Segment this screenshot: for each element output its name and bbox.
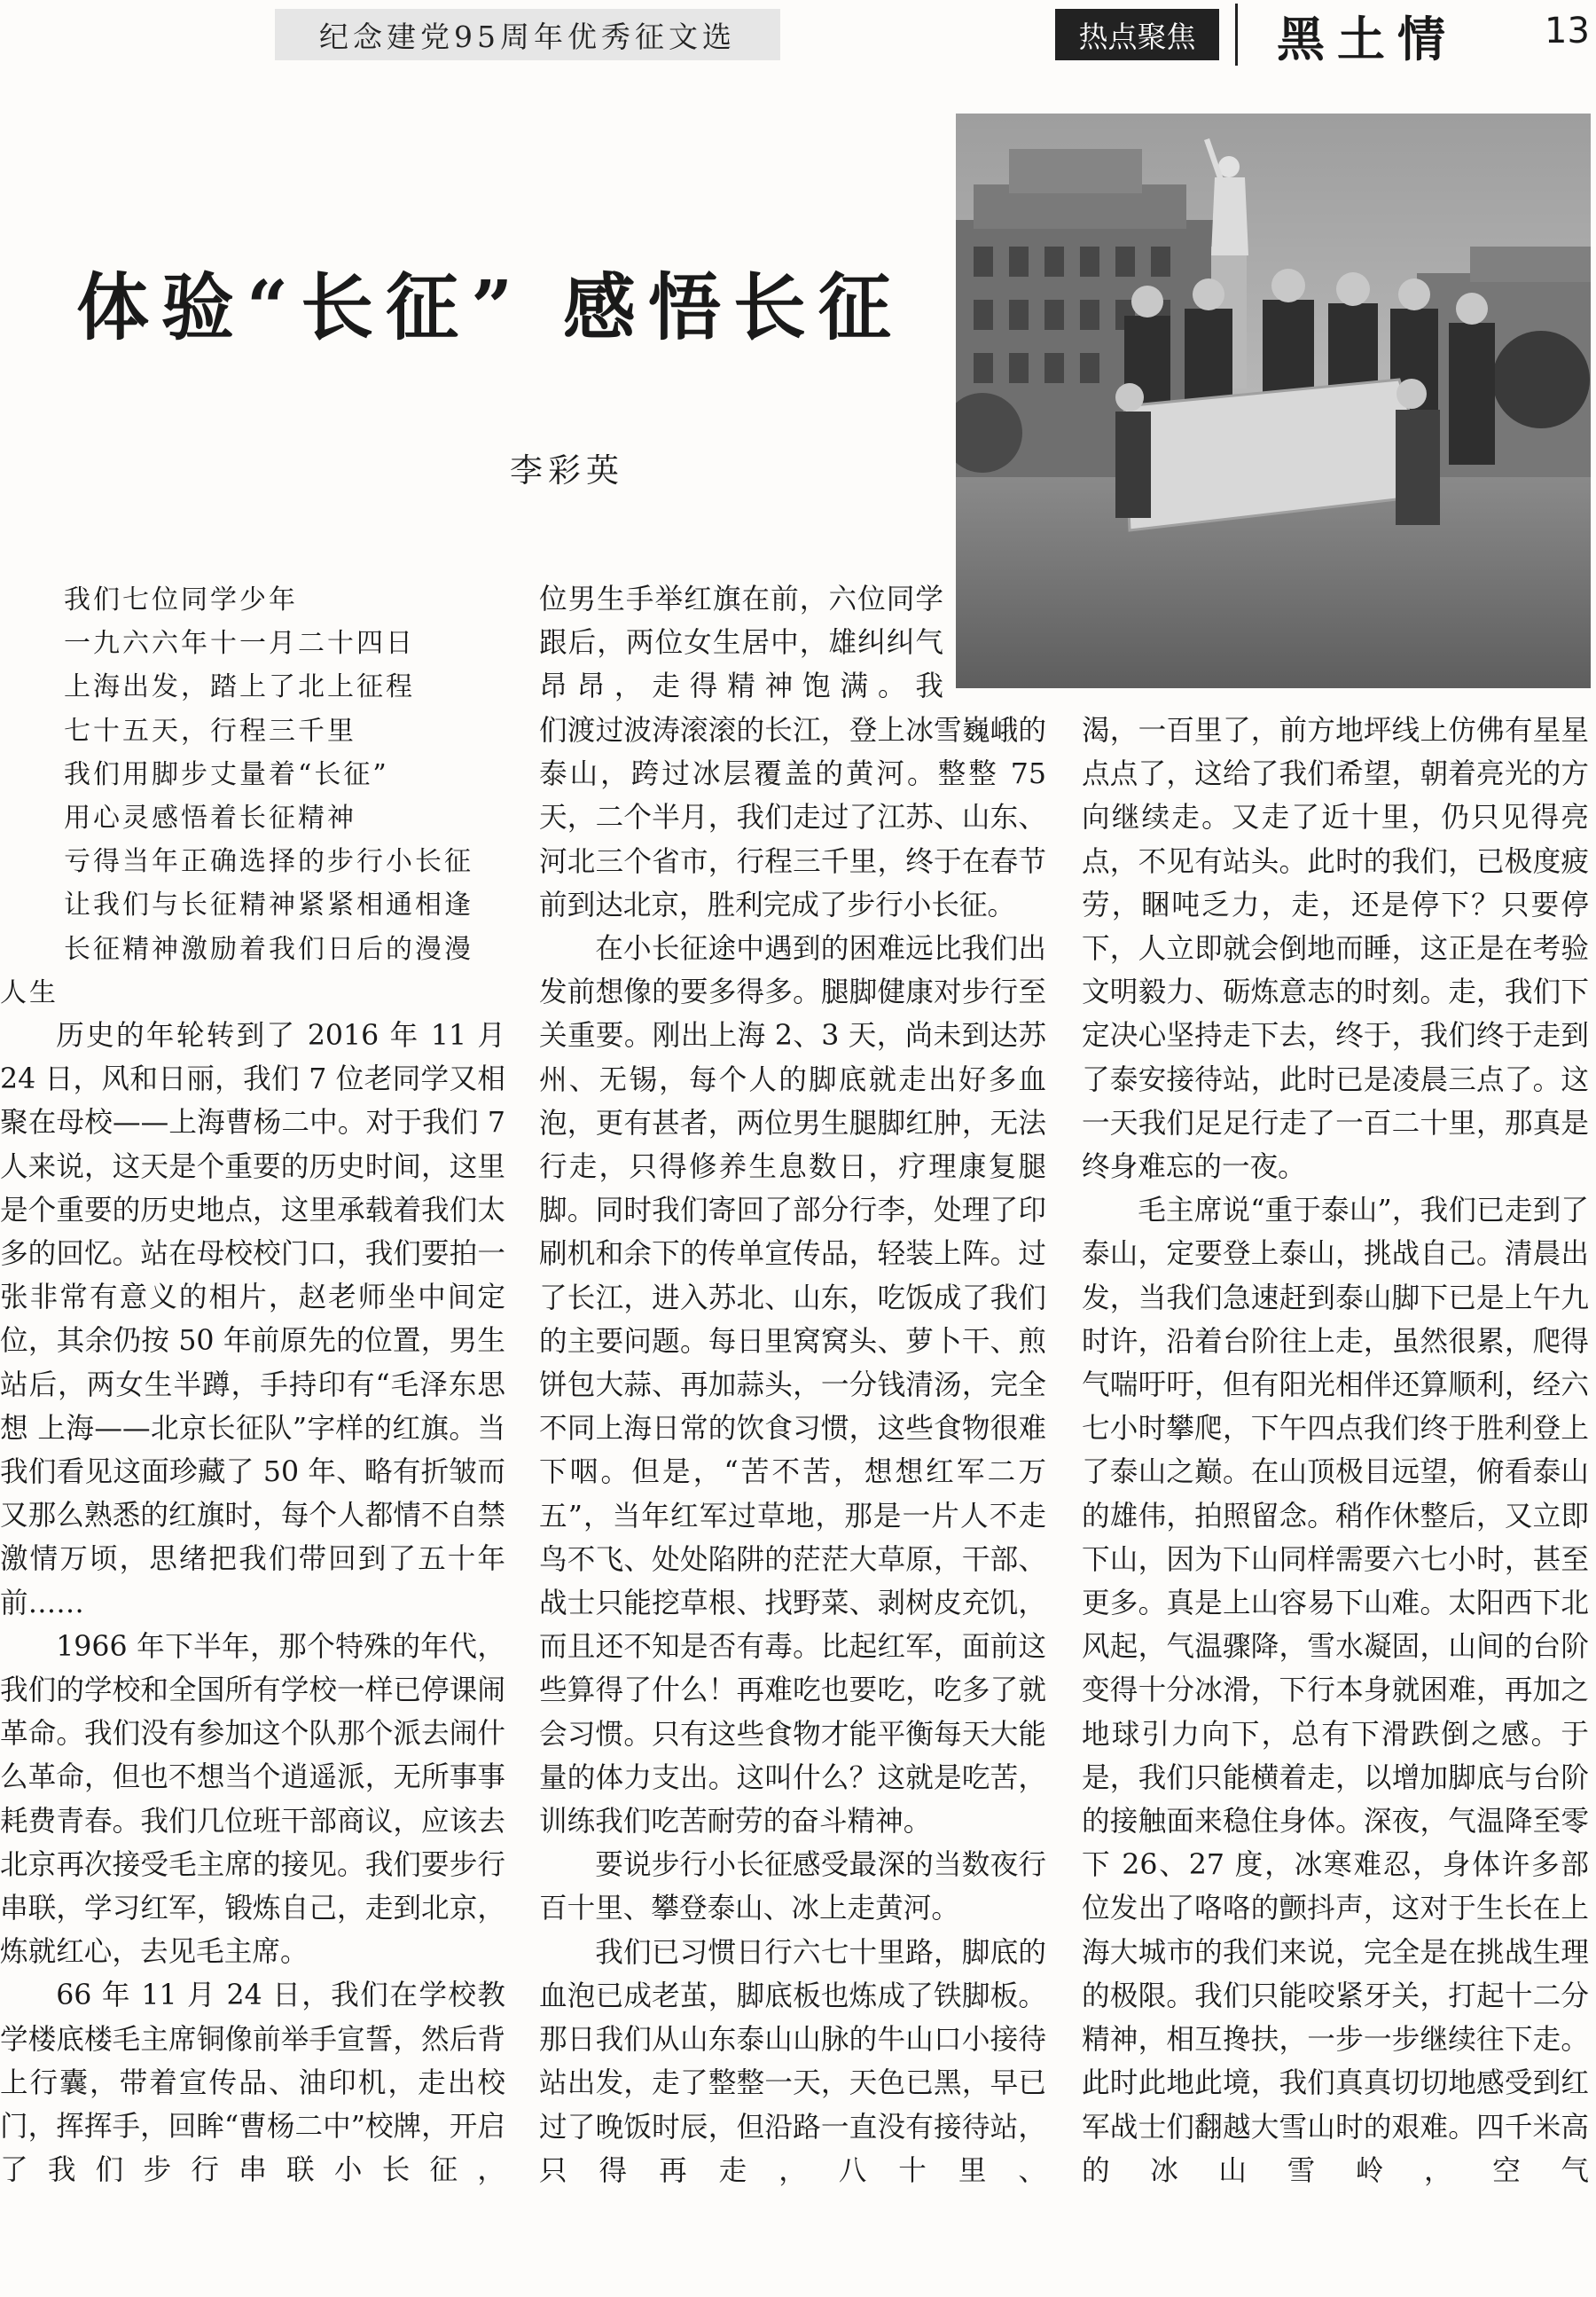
poem-line: 我们用脚步丈量着“长征”: [64, 758, 389, 790]
header-divider: [1235, 4, 1238, 66]
intro-poem: [0, 578, 514, 1015]
poem-line: 用心灵感悟着长征精神: [64, 803, 356, 835]
poem-line: 人生: [0, 976, 59, 1008]
paragraph: 要说步行小长征感受最深的当数夜行百十里、攀登泰山、冰上走黄河。: [539, 1849, 1046, 1925]
magazine-logo: 黑土情: [1277, 11, 1458, 67]
group-photo: [956, 114, 1591, 688]
paragraph: 渴，一百里了，前方地坪线上仿佛有星星点点了，这给了我们希望，朝着亮光的方向继续走。又走了近十里，仍只见得亮点，不见有站头。此时的我们，已极度疲劳，睏吨乏力，走，还是停下？只要停下，人立即就会倒地而睡，这正是在考验文明毅力、砺炼意志的时刻。走，我们下定决心坚持走下去，终于，我们终于走到了泰安接待站，此时已是凌晨三点了。这一天我们足足行走了一百二十里，那真是终身难忘的一夜。: [1082, 715, 1589, 1184]
column-3: [1082, 709, 1589, 2297]
poem-line: 亏得当年正确选择的步行小长征: [64, 846, 473, 878]
author-byline: 李彩英: [510, 451, 624, 490]
paragraph: 毛主席说“重于泰山”，我们已走到了泰山，定要登上泰山，挑战自己。清晨出发，当我们急速赶到泰山脚下已是上午九时许，沿着台阶往上走，虽然很累，爬得气喘吁吁，但有阳光相伴还算顺利，经六七小时攀爬，下午四点我们终于胜利登上了泰山之巅。在山顶极目远望，俯看泰山的雄伟，拍照留念。稍作休整后，又立即下山，因为下山同样需要六七小时，甚至更多。真是上山容易下山难。太阳西下北风起，气温骤降，雪水凝固，山间的台阶变得十分冰滑，下行本身就困难，再加之地球引力向下，总有下滑跌倒之感。于是，我们只能横着走，以增加脚底与台阶的接触面来稳住身体。深夜，气温降至零下 26、27 度，冰寒难忍，身体许多部位发出了咯咯的颤抖声，这对于生长在上海大城市的我们来说，完全是在挑战生理的极限。我们只能咬紧牙关，打起十二分精神，相互搀扶，一步一步继续往下走。此时此地此境，我们真真切切地感受到红军战士们翻越大雪山时的艰难。四千米高的冰山雪岭，空气: [1082, 1195, 1589, 2187]
poem-line: 我们七位同学少年: [64, 584, 298, 615]
poem-line: 让我们与长征精神紧紧相通相逢: [64, 890, 473, 921]
column-1: [0, 1015, 505, 2297]
column-2: [539, 709, 1046, 2297]
paragraph: 1966 年下半年，那个特殊的年代，我们的学校和全国所有学校一样已停课闹革命。我们没有参加这个队那个派去闹什么革命，但也不想当个逍遥派，无所事事耗费青春。我们几位班干部商议，应该去北京再次接受毛主席的接见。我们要步行串联，学习红军，锻炼自己，走到北京，炼就红心，去见毛主席。: [0, 1630, 505, 1969]
poem-line: 长征精神激励着我们日后的漫漫: [64, 933, 473, 965]
column-2-top: [539, 578, 943, 709]
poem-line: 七十五天，行程三千里: [64, 715, 356, 747]
section-label: 热点聚焦: [1055, 9, 1219, 60]
photo-illustration: [956, 114, 1591, 688]
paragraph: 在小长征途中遇到的困难远比我们出发前想像的要多得多。腿脚健康对步行至关重要。刚出上海 2、3 天，尚未到达苏州、无锡，每个人的脚底就走出好多血泡，更有甚者，两位男生腿脚红肿，无法行走，只得修养生息数日，疗理康复腿脚。同时我们寄回了部分行李，处理了印刷机和余下的传单宣传品，轻装上阵。过了长江，进入苏北、山东，吃饭成了我们的主要问题。每日里窝窝头、萝卜干、煎饼包大蒜、再加蒜头，一分钱清汤，完全不同上海日常的饮食习惯，这些食物很难下咽。但是，“苦不苦，想想红军二万五”，当年红军过草地，那是一片人不走鸟不飞、处处陷阱的茫茫大草原，干部、战士只能挖草根、找野菜、剥树皮充饥，而且还不知是否有毒。比起红军，面前这些算得了什么！再难吃也要吃，吃多了就会习惯。只有这些食物才能平衡每天大能量的体力支出。这叫什么？这就是吃苦，训练我们吃苦耐劳的奋斗精神。: [539, 933, 1046, 1838]
poem-line: 一九六六年十一月二十四日: [64, 628, 415, 660]
paragraph: 位男生手举红旗在前，六位同学跟后，两位女生居中，雄纠纠气昂昂，走得精神饱满。我: [539, 584, 943, 703]
article-title: 体验“长征” 感悟长征: [76, 265, 904, 350]
page-number: 13: [1545, 11, 1590, 51]
paragraph: 们渡过波涛滚滚的长江，登上冰雪巍峨的泰山，跨过冰层覆盖的黄河。整整 75 天，二个半月，我们走过了江苏、山东、河北三个省市，行程三千里，终于在春节前到达北京，胜利完成了步行小长征。: [539, 715, 1046, 921]
poem-line: 上海出发，踏上了北上征程: [64, 671, 415, 703]
series-banner: 纪念建党95周年优秀征文选: [275, 9, 780, 60]
paragraph: 历史的年轮转到了 2016 年 11 月 24 日，风和日丽，我们 7 位老同学又相聚在母校——上海曹杨二中。对于我们 7 人来说，这天是个重要的历史时间，这里是个重要的历史地点，这里承载着我们太多的回忆。站在母校校门口，我们要拍一张非常有意义的相片，赵老师坐中间定位，其余仍按 50 年前原先的位置，男生站后，两女生半蹲，手持印有“毛泽东思想 上海——北京长征队”字样的红旗。当我们看见这面珍藏了 50 年、略有折皱而又那么熟悉的红旗时，每个人都情不自禁激情万顷，思绪把我们带回到了五十年前……: [0, 1020, 505, 1619]
paragraph: 我们已习惯日行六七十里路，脚底的血泡已成老茧，脚底板也炼成了铁脚板。那日我们从山东泰山山脉的牛山口小接待站出发，走了整整一天，天色已黑，早已过了晚饭时辰，但沿路一直没有接待站，只得再走，八十里、: [539, 1936, 1046, 2187]
paragraph: 66 年 11 月 24 日，我们在学校教学楼底楼毛主席铜像前举手宣誓，然后背上行囊，带着宣传品、油印机，走出校门，挥挥手，回眸“曹杨二中”校牌，开启了我们步行串联小长征，: [0, 1979, 505, 2187]
